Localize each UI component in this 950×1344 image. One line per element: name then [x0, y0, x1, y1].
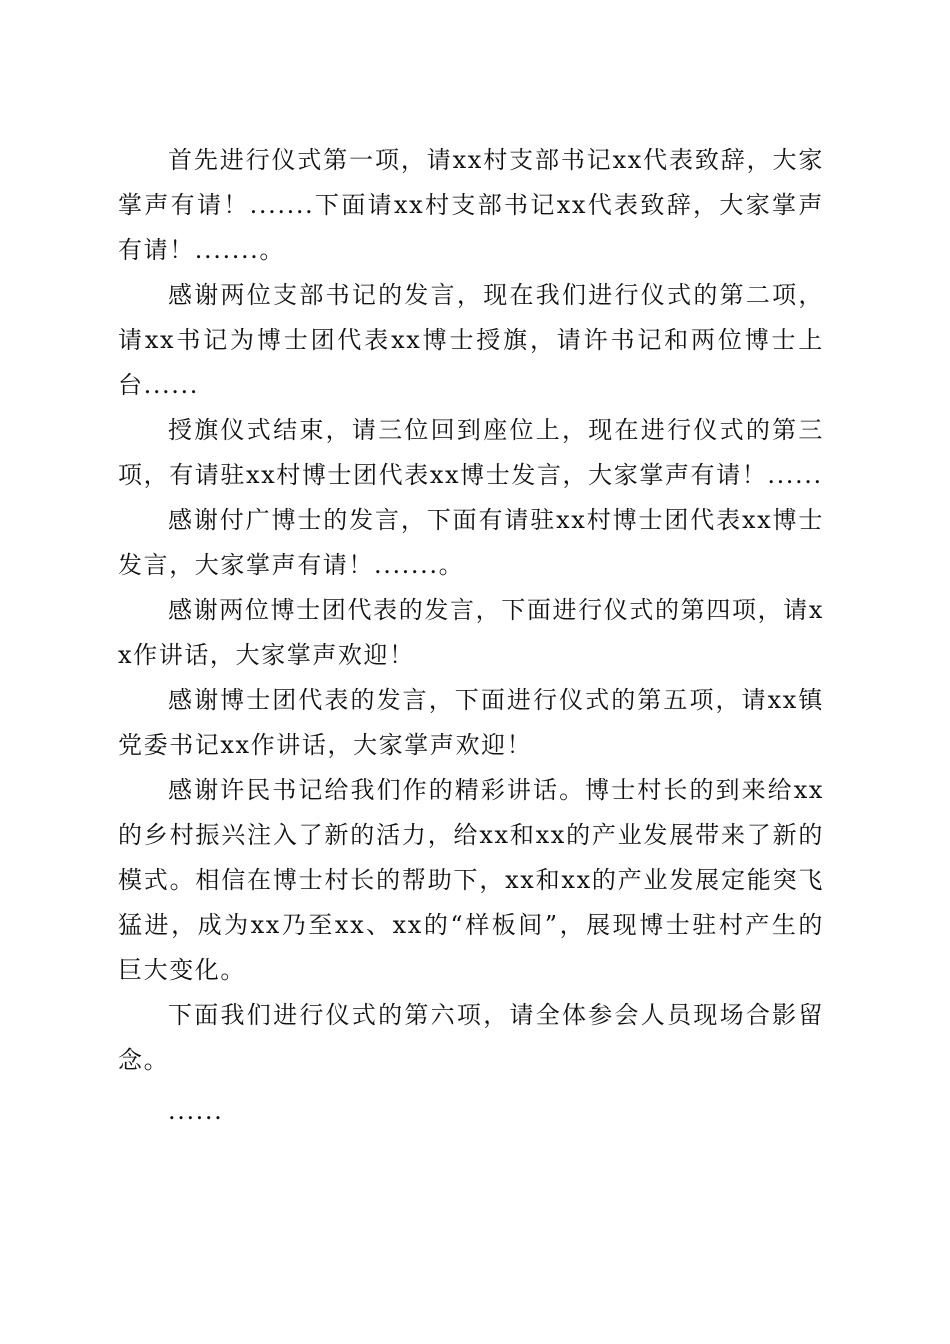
paragraph-3: 授旗仪式结束，请三位回到座位上，现在进行仪式的第三项，有请驻xx村博士团代表xx博士发言，大家掌声有请！......	[118, 416, 824, 489]
paragraph-1: 首先进行仪式第一项，请xx村支部书记xx代表致辞，大家掌声有请！.......下面请xx村支部书记xx代表致辞，大家掌声有请！.......。	[118, 146, 824, 264]
ending-ellipsis: ......	[168, 1097, 224, 1125]
paragraph-7: 感谢许民书记给我们作的精彩讲话。博士村长的到来给xx的乡村振兴注入了新的活力，给xx和xx的产业发展带来了新的模式。相信在博士村长的帮助下，xx和xx的产业发展定能突飞猛进，成为xx乃至xx、xx的“样板间”，展现博士驻村产生的巨大变化。	[118, 776, 824, 984]
document-body	[118, 138, 824, 1134]
paragraph-2: 感谢两位支部书记的发言，现在我们进行仪式的第二项，请xx书记为博士团代表xx博士授旗，请许书记和两位博士上台......	[118, 281, 824, 399]
paragraph-4: 感谢付广博士的发言，下面有请驻xx村博士团代表xx博士发言，大家掌声有请！.......。	[118, 506, 824, 579]
paragraph-8: 下面我们进行仪式的第六项，请全体参会人员现场合影留念。	[118, 1001, 824, 1074]
paragraph-6: 感谢博士团代表的发言，下面进行仪式的第五项，请xx镇党委书记xx作讲话，大家掌声欢迎！	[118, 686, 824, 759]
paragraph-5: 感谢两位博士团代表的发言，下面进行仪式的第四项，请xx作讲话，大家掌声欢迎！	[118, 596, 824, 669]
